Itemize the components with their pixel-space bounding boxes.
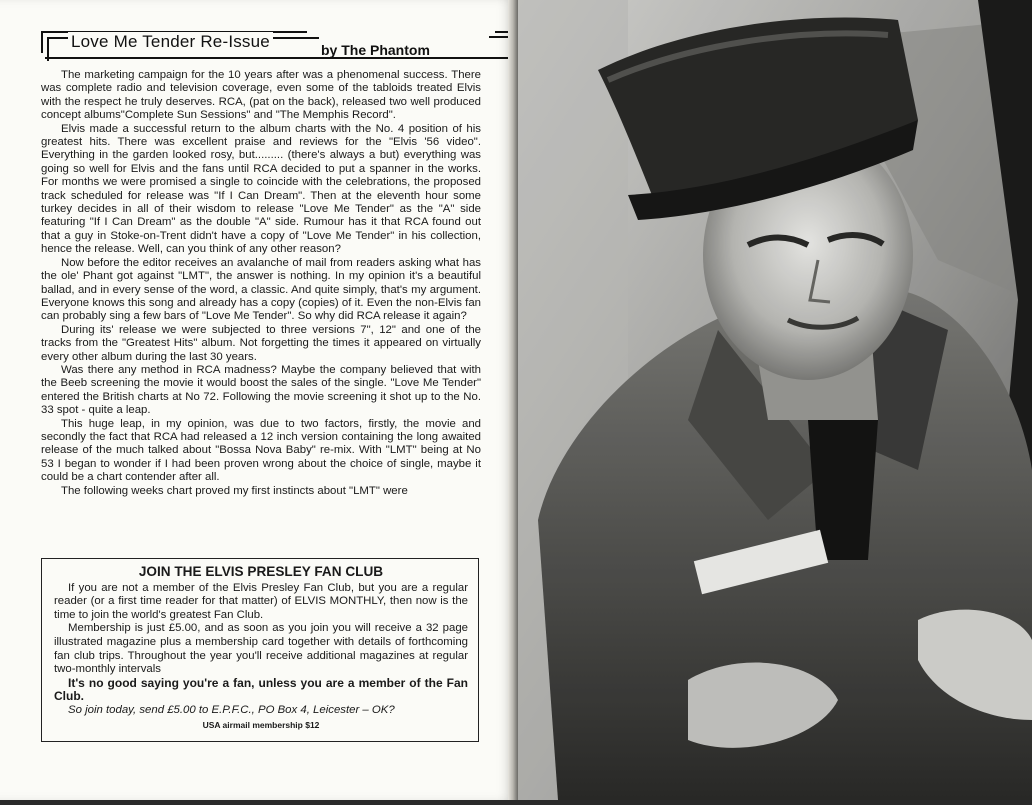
fan-club-address: So join today, send £5.00 to E.P.F.C., PO Box 4, Leicester – OK? <box>68 703 395 716</box>
page-gutter <box>508 0 518 800</box>
article-paragraph: The marketing campaign for the 10 years after was a phenomenal success. There was complete radio and television coverage, even some of the tabloids treated Elvis with the respect he truly deserves. RCA, (pat on the back), released two well produced concept albums"Complete Sun Sessions" and "The Memphis Record". <box>41 69 481 122</box>
fan-club-usa-note: USA airmail membership $12 <box>202 719 320 730</box>
article-paragraph: The following weeks chart proved my first instincts about "LMT" were <box>61 484 408 497</box>
article-byline: by The Phantom <box>321 42 430 58</box>
article-paragraph: During its' release we were subjected to three versions 7", 12" and one of the tracks from the "Greatest Hits" album. Not forgetting the times it appeared on virtually every other album during the last 30 years. <box>41 323 481 363</box>
article-paragraph: Elvis made a successful return to the album charts with the No. 4 position of his greatest hits. There was excellent praise and reviews for the "Elvis '56 video". Everything in the garden looked rosy, but......... (there's always a but) everything was going so well for Elvis and the fans until RCA decided to put a spanner in the works. For months we were promised a single to coincide with the celebrations, the proposed track scheduled for release was "If I Can Dream". Then at the eleventh hour some turkey decides in all of their wisdom to release "Love Me Tender" as the "A" side featuring "If I Can Dream" as the double "A" side. Rumour has it that RCA found out that a guy in Stoke-on-Trent didn't have a copy of "Love Me Tender" in his collection, hence the release. Well, can you think of any other reason? <box>41 122 481 256</box>
photo-elvis-army-cap <box>518 0 1032 800</box>
fan-club-paragraph: Membership is just £5.00, and as soon as you join you will receive a 32 page illustrated magazine plus a membership card together with details of forthcoming fan club trips. Throughout the year you'll receive additional magazines at regular two-monthly intervals <box>54 622 468 676</box>
article-header <box>41 31 481 59</box>
fan-club-box <box>41 558 479 742</box>
article-paragraph: This huge leap, in my opinion, was due to two factors, firstly, the movie and secondly the fact that RCA had released a 12 inch version containing the long awaited release of the much talked about "Bossa Nova Baby" re-mix. With "LMT" being at No 53 I began to wonder if I had been proven wrong about the choice of single, maybe it could be a chart contender after all. <box>41 417 481 484</box>
title-rule <box>45 57 521 59</box>
article-body <box>41 69 481 556</box>
article-paragraph: Now before the editor receives an avalanche of mail from readers asking what has the ole' Phant got against "LMT", the answer is nothing. In my opinion it's a beautiful ballad, and in every sense of the word, a classic. And quite simply, that's my argument. Everyone knows this song and already has a copy (copies) of it. Even the non-Elvis fan can probably sing a few bars of "Love Me Tender". So why did RCA release it again? <box>41 256 481 323</box>
fan-club-title: JOIN THE ELVIS PRESLEY FAN CLUB <box>138 564 384 579</box>
article-title: Love Me Tender Re-Issue <box>68 32 273 52</box>
fan-club-slogan: It's no good saying you're a fan, unless you are a member of the Fan Club. <box>54 675 468 704</box>
article-paragraph: Was there any method in RCA madness? Maybe the company believed that with the Beeb screening the movie it would boost the sales of the single. "Love Me Tender" entered the British charts at No 72. Following the movie screening it shot up to the No. 33 spot - quite a leap. <box>41 363 481 417</box>
fan-club-paragraph: If you are not a member of the Elvis Presley Fan Club, but you are a regular reader (or a first time reader for that matter) of ELVIS MONTHLY, then now is the time to join the world's greatest Fan Club. <box>54 581 468 621</box>
left-page <box>0 0 514 800</box>
